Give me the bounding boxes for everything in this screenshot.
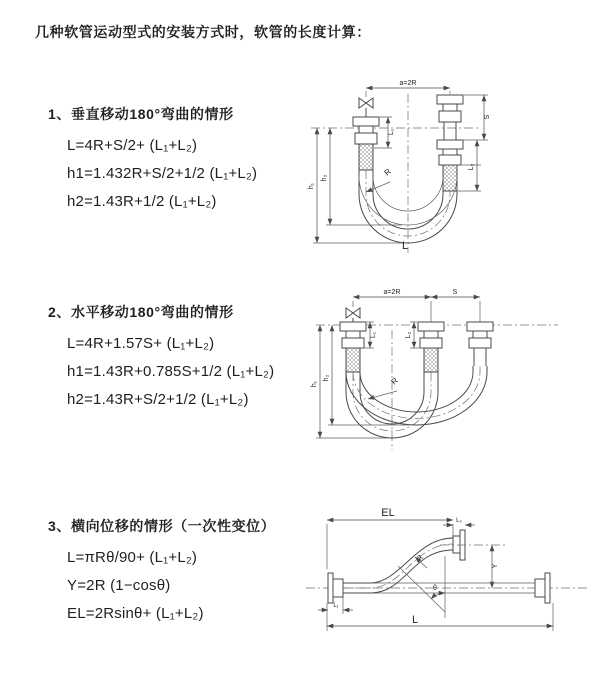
radius-leader-arrow: [366, 182, 390, 192]
dim-label-h1: h₁: [308, 182, 315, 190]
length-label: L: [401, 240, 409, 252]
right-flange-original: [535, 573, 550, 603]
section-1-heading: 1、垂直移动180°弯曲的情形: [48, 106, 234, 122]
section-3-heading: 3、横向位移的情形（一次性变位）: [48, 518, 276, 534]
braid-section: [359, 144, 373, 170]
section-1: [48, 104, 257, 216]
valve-icon: [359, 98, 373, 117]
diagram-horizontal-180-bend: [308, 282, 598, 457]
left-fitting: [340, 322, 366, 372]
dim-label-h2: h₂: [321, 174, 328, 182]
section-2: [48, 302, 274, 414]
formula-line: h2=1.43R+S/2+1/2 (L₁+L₂): [67, 391, 249, 408]
formula-line: h1=1.432R+S/2+1/2 (L₁+L₂): [67, 165, 258, 182]
formula-line: L=πRθ/90+ (L₁+L₂): [67, 549, 198, 566]
page-title: 几种软管运动型式的安装方式时，软管的长度计算：: [35, 24, 371, 40]
dim-label-h1: h₁: [311, 380, 318, 388]
formula-line: h1=1.43R+0.785S+1/2 (L₁+L₂): [67, 363, 275, 380]
radius-label: R: [414, 553, 426, 564]
dim-label-l: L: [411, 614, 419, 626]
braid-section: [346, 348, 360, 372]
formula-line: EL=2Rsinθ+ (L₁+L₂): [67, 605, 204, 622]
formula-line: Y=2R (1−cosθ): [67, 577, 171, 594]
right-fitting-moved: [467, 322, 493, 366]
dim-label-l1: L₁: [388, 128, 395, 136]
dim-label-l2: L₂: [456, 518, 462, 524]
angle-label: θ: [433, 585, 437, 592]
extension-lines: [316, 425, 410, 438]
left-flange: [328, 573, 343, 603]
upper-flange: [440, 530, 505, 560]
valve-icon: [346, 308, 360, 322]
section-3-formulas: [67, 544, 275, 628]
radius-label: R: [382, 166, 393, 178]
angle-construction: [398, 556, 445, 618]
diagram-lateral-displacement: [300, 498, 600, 648]
dim-label-l2: L₂: [405, 331, 412, 339]
dim-label-l1: L₁: [333, 603, 339, 609]
dim-label-a2r: a=2R: [383, 289, 401, 296]
section-2-heading: 2、水平移动180°弯曲的情形: [48, 304, 234, 320]
dim-label-a2r: a=2R: [399, 80, 417, 87]
dim-label-l2: L₂: [468, 163, 475, 171]
dim-label-l1: L₁: [370, 331, 377, 339]
extension-lines: [327, 524, 453, 569]
extension-lines: [313, 225, 403, 243]
formula-line: L=4R+1.57S+ (L₁+L₂): [67, 335, 215, 352]
hose-u-bend-2: [346, 366, 487, 425]
radius-label: R: [389, 375, 400, 387]
section-3: [48, 516, 275, 628]
dim-label-s: S: [484, 114, 491, 120]
braid-section: [443, 165, 457, 191]
section-1-formulas: [67, 132, 257, 216]
diagram-vertical-180-bend: [303, 72, 593, 257]
left-fitting: [353, 117, 379, 170]
formula-line: h2=1.43R+1/2 (L₁+L₂): [67, 193, 217, 210]
right-fitting-lower: [437, 140, 463, 191]
extension-lines: [353, 301, 480, 322]
dim-label-y: Y: [492, 563, 499, 569]
braid-section: [424, 348, 438, 372]
section-2-formulas: [67, 330, 274, 414]
dim-label-h2: h₂: [323, 374, 330, 382]
formula-line: L=4R+S/2+ (L₁+L₂): [67, 137, 198, 154]
dim-label-s: S: [452, 289, 458, 296]
radius-leader-arrow: [368, 391, 397, 399]
middle-fitting: [418, 322, 444, 372]
right-fitting-upper: [437, 95, 463, 140]
dim-label-el: EL: [381, 507, 395, 519]
